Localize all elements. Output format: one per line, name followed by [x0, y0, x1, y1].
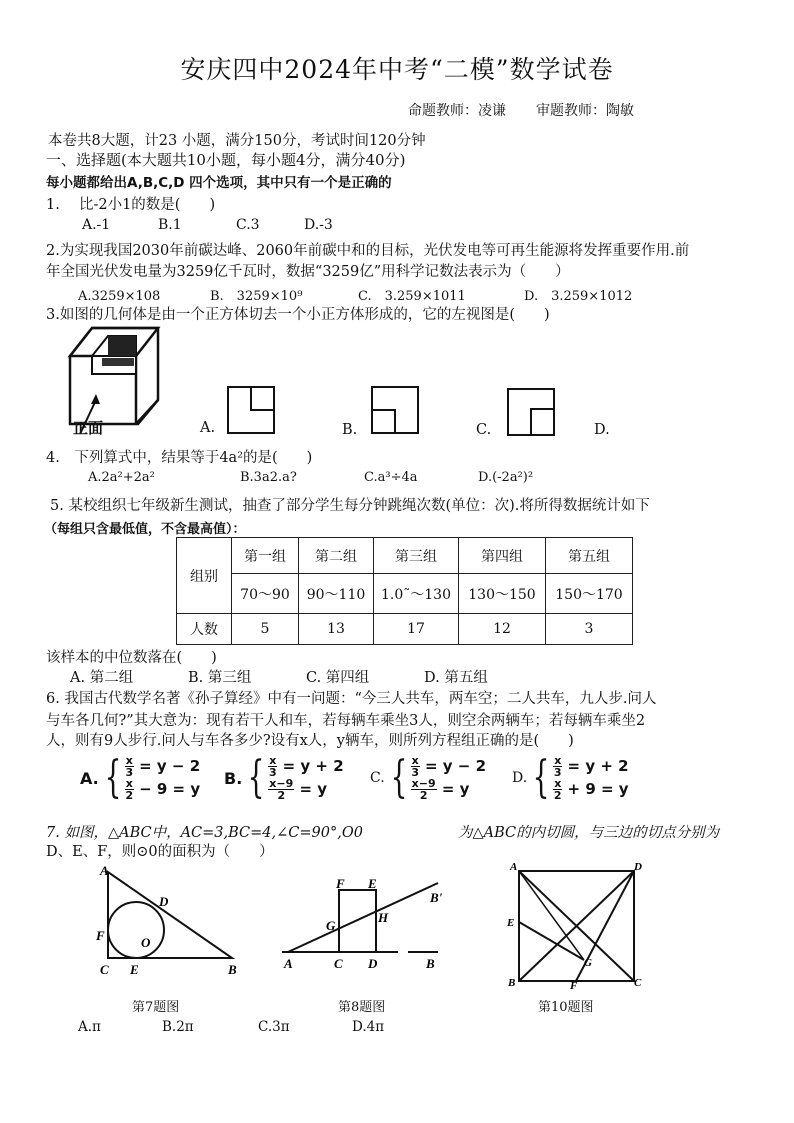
q6-stem-line2: 与车各几何?”其大意为：现有若干人和车，若每辆车乘坐3人，则空余两辆车；若每辆车乘坐2 [46, 713, 646, 729]
row-label-group: 组别 [177, 538, 232, 614]
page-title: 安庆四中2024年中考“二模”数学试卷 [180, 55, 614, 84]
label-h: H [378, 910, 389, 925]
q5-option-b[interactable]: B. 第三组 [188, 670, 252, 686]
label-c: C [100, 962, 109, 977]
group-count: 5 [232, 614, 299, 645]
q7-stem-line1a: 7. 如图，△ABC中，AC=3,BC=4,∠C=90°,O0 [46, 825, 363, 841]
q3-option-c[interactable]: C. [476, 422, 492, 438]
q4-option-b[interactable]: B.3a2.a? [240, 470, 297, 485]
group-count: 13 [299, 614, 374, 645]
fig10-caption: 第10题图 [538, 1000, 594, 1015]
figure-10 [504, 856, 654, 990]
label-g: G [584, 957, 592, 969]
label-f: F [570, 980, 578, 990]
group-header: 第五组 [546, 538, 633, 574]
q1-option-b[interactable]: B.1 [158, 217, 182, 233]
group-count: 17 [374, 614, 459, 645]
q6-stem-line3: 人，则有9人步行.问人与车各多少?设有x人，y辆车，则所列方程组正确的是( ) [46, 733, 574, 749]
exam-intro: 本卷共8大题，计23 小题，满分150分，考试时间120分钟 [48, 133, 426, 149]
q7-option-c[interactable]: C.3π [258, 1019, 290, 1035]
q2-option-d[interactable]: D. 3.259×1012 [524, 289, 633, 304]
q4-stem: 4. 下列算式中，结果等于4a²的是( ) [46, 450, 313, 466]
q3-stem: 3.如图的几何体是由一个正方体切去一个小正方体形成的，它的左视图是( ) [46, 307, 550, 323]
q5-option-d[interactable]: D. 第五组 [424, 670, 488, 686]
q7-option-d[interactable]: D.4π [352, 1019, 385, 1035]
q2-stem-line1: 2.为实现我国2030年前碳达峰、2060年前碳中和的目标，光伏发电等可再生能源将发挥重要作用.前 [46, 243, 690, 259]
option-label: B. [224, 768, 243, 788]
q5-note: （每组只含最低值，不含最高值）： [44, 522, 246, 537]
q2-options [78, 285, 632, 304]
row-label-count: 人数 [177, 614, 232, 645]
label-o: O [141, 935, 151, 950]
group-range: 150～170 [546, 574, 633, 614]
reviewer-name: 审题教师：陶敏 [536, 103, 634, 119]
group-header: 第三组 [374, 538, 459, 574]
group-header: 第四组 [459, 538, 546, 574]
q5-options [70, 666, 488, 687]
setter-name: 命题教师：凌谦 [408, 103, 506, 119]
group-header: 第一组 [232, 538, 299, 574]
q2-stem-line2: 年全国光伏发电量为3259亿千瓦时，数据“3259亿”用科学记数法表示为（ ） [46, 264, 570, 280]
option-label: A. [80, 768, 99, 788]
label-c: C [634, 977, 642, 989]
fig7-caption: 第7题图 [132, 1000, 180, 1015]
q6-option-b[interactable]: B. { $\frac{x}{3}$ = y + 2 $\frac{x-9}{2}$ = y [224, 752, 344, 803]
q1-option-c[interactable]: C.3 [236, 217, 260, 233]
q7-option-a[interactable]: A.π [78, 1019, 101, 1035]
option-label: D. [512, 770, 528, 786]
q3-view-c [506, 387, 556, 437]
label-a: A [100, 863, 109, 878]
q6-option-a[interactable]: A. { $\frac{x}{3}$ = y − 2 $\frac{x}{2}$ − 9 = y [80, 752, 201, 803]
section-heading: 一、选择题(本大题共10小题，每小题4分，满分40分) [46, 151, 406, 169]
label-b-prime: B' [430, 890, 443, 905]
q1-options [82, 217, 333, 233]
label-b: B [426, 956, 435, 971]
group-header: 第二组 [299, 538, 374, 574]
q4-option-d[interactable]: D.(-2a²)² [478, 470, 534, 485]
label-f: F [96, 928, 105, 943]
q5-stem: 5. 某校组织七年级新生测试，抽查了部分学生每分钟跳绳次数(单位：次).将所得数据统计如下 [50, 498, 650, 514]
q6-option-c[interactable]: C. { $\frac{x}{3}$ = y − 2 $\frac{x-9}{2}$ = y [370, 752, 487, 803]
q6-option-d[interactable]: D. { $\frac{x}{3}$ = y + 2 $\frac{x}{2}$ + 9 = y [512, 752, 629, 803]
label-d: D [368, 956, 378, 971]
label-b: B [228, 962, 237, 977]
group-range: 130～150 [459, 574, 546, 614]
label-a: A [510, 861, 518, 873]
label-d: D [159, 894, 169, 909]
q3-option-b[interactable]: B. [342, 422, 358, 438]
label-e: E [507, 917, 515, 929]
q3-view-a [226, 385, 276, 435]
teacher-credits [408, 100, 634, 120]
group-count: 12 [459, 614, 546, 645]
front-label: 正面 [73, 419, 104, 437]
label-a: A [284, 956, 293, 971]
q3-option-d[interactable]: D. [594, 422, 610, 438]
group-range: 70～90 [232, 574, 299, 614]
group-range: 1.0˜～130 [374, 574, 459, 614]
q4-option-c[interactable]: C.a³÷4a [364, 470, 418, 485]
q5-option-c[interactable]: C. 第四组 [306, 670, 370, 686]
q1-option-d[interactable]: D.-3 [304, 217, 333, 233]
label-c: C [334, 956, 343, 971]
label-e: E [130, 962, 139, 977]
q7-stem-line2: D、E、F，则⊙0的面积为（ ） [46, 844, 274, 860]
q3-option-a[interactable]: A. [200, 420, 216, 436]
q5-question: 该样本的中位数落在( ) [46, 650, 217, 666]
q2-option-b[interactable]: B. 3259×10⁹ [210, 289, 303, 304]
q5-data-table [176, 537, 633, 645]
q7-option-b[interactable]: B.2π [162, 1019, 194, 1035]
q7-stem-line1b: 为△ABC的内切圆，与三边的切点分别为 [458, 825, 720, 841]
label-b: B [508, 977, 516, 989]
q3-view-b [370, 385, 420, 435]
figure-7 [92, 860, 252, 980]
label-g: G [326, 918, 336, 933]
q2-option-a[interactable]: A.3259×108 [78, 289, 161, 304]
section-note: 每小题都给出A,B,C,D 四个选项，其中只有一个是正确的 [46, 175, 392, 191]
q2-option-c[interactable]: C. 3.259×1011 [358, 289, 466, 304]
q4-option-a[interactable]: A.2a²+2a² [88, 470, 155, 485]
label-d: D [634, 861, 642, 873]
q4-options [88, 470, 533, 485]
label-e: E [368, 876, 377, 891]
label-f: F [336, 876, 345, 891]
q6-stem-line1: 6. 我国古代数学名著《孙子算经》中有一问题：“今三人共车，两车空；二人共车，九人步.问人 [46, 691, 657, 707]
q1-option-a[interactable]: A.-1 [82, 217, 111, 233]
q1-stem: 1. 比-2小1的数是( ) [46, 197, 216, 213]
q7-options [78, 1019, 384, 1035]
group-count: 3 [546, 614, 633, 645]
group-range: 90～110 [299, 574, 374, 614]
q5-option-a[interactable]: A. 第二组 [70, 670, 134, 686]
option-label: C. [370, 770, 385, 786]
figure-8 [278, 868, 458, 974]
fig8-caption: 第8题图 [338, 1000, 386, 1015]
